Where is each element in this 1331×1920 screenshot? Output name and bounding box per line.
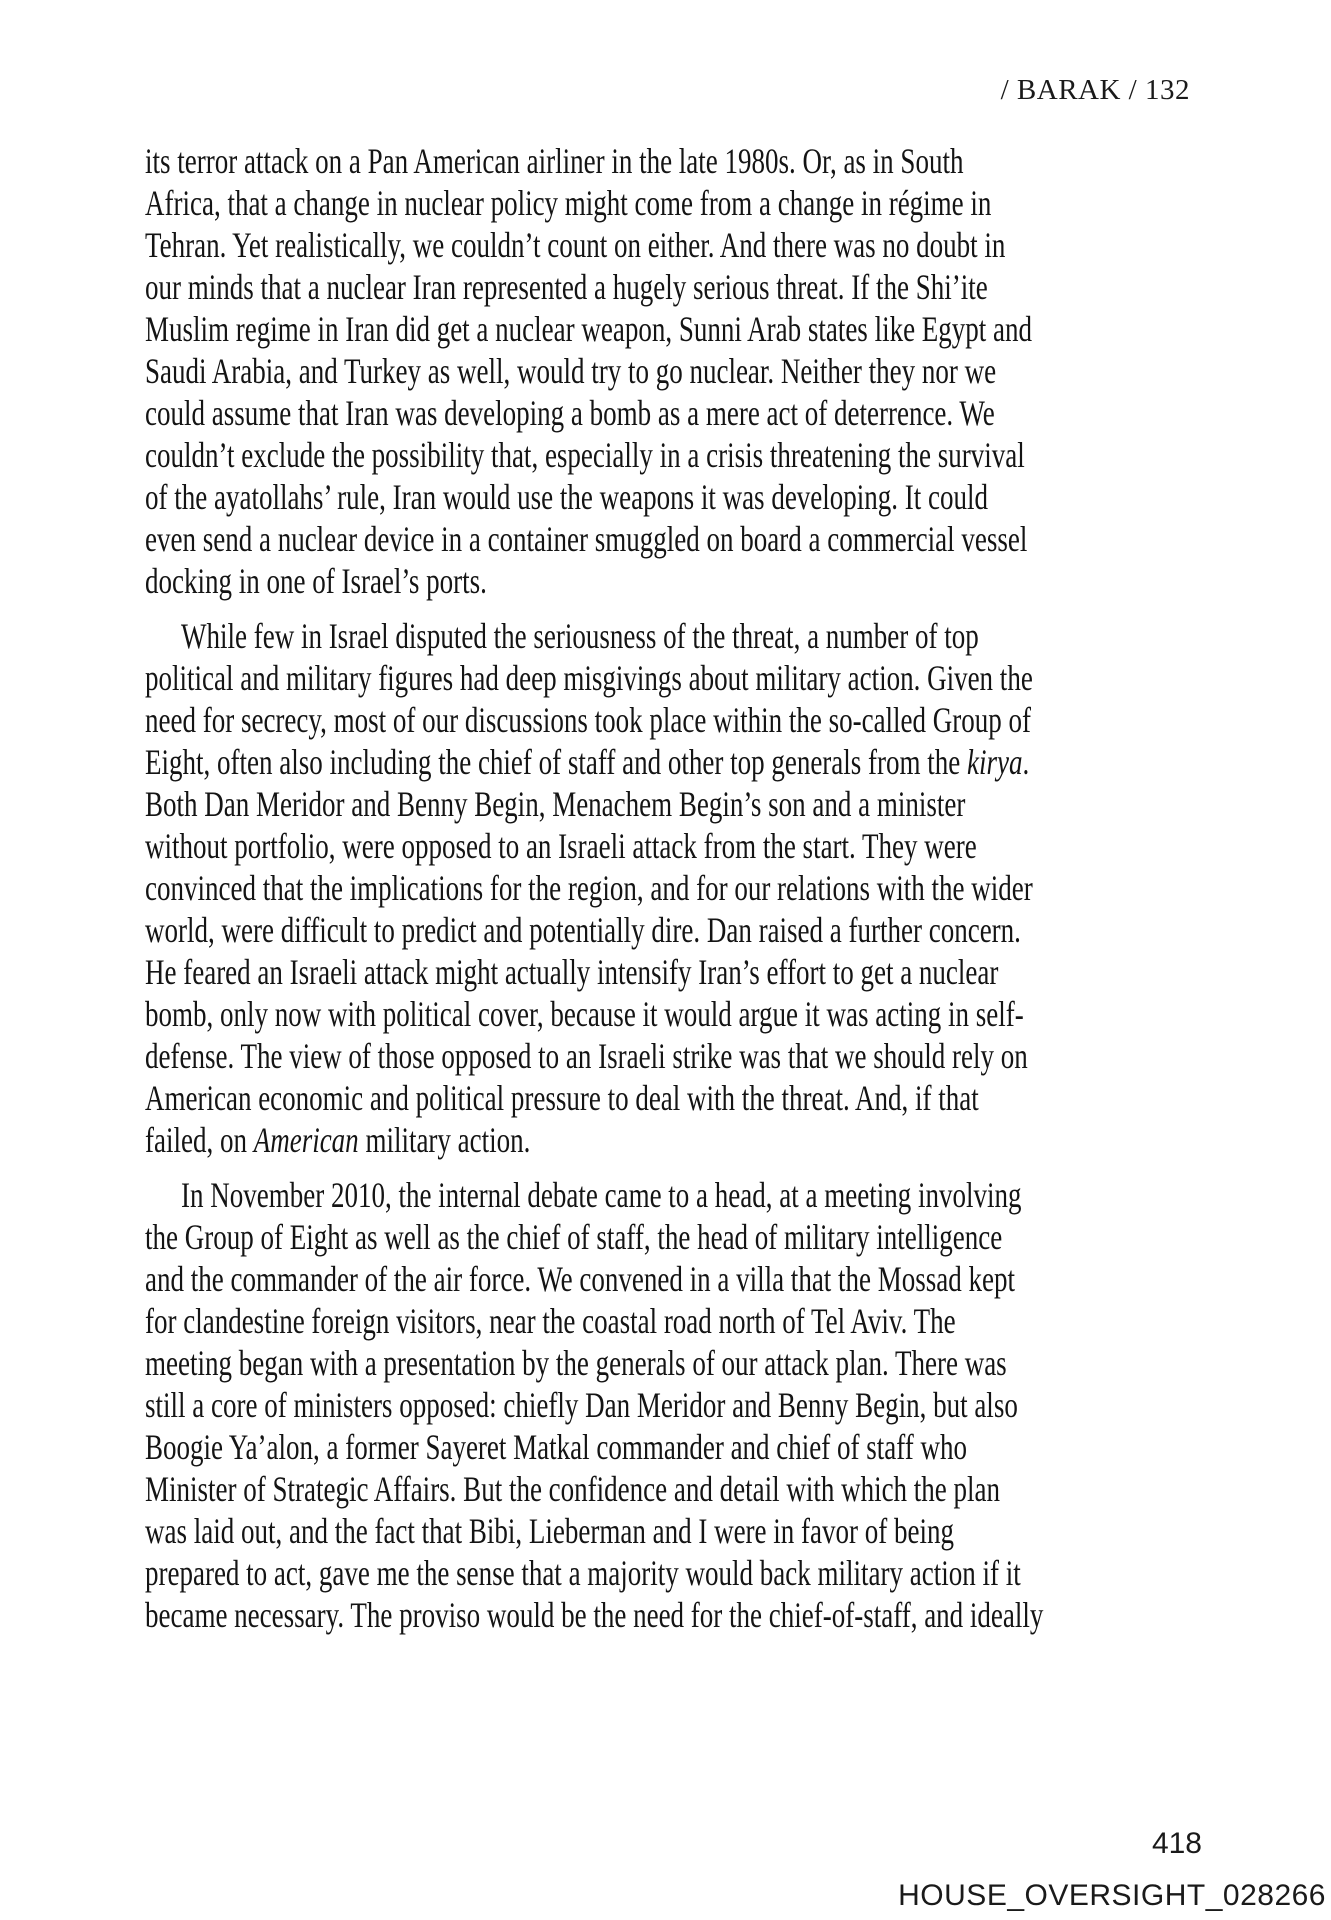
bates-stamp: HOUSE_OVERSIGHT_028266: [898, 1879, 1326, 1912]
paragraph: [145, 615, 1043, 1161]
text-line: convinced that the implications for the region, and for our relations with the wider: [145, 868, 1033, 908]
text-line: could assume that Iran was developing a bomb as a mere act of deterrence. We: [145, 393, 995, 433]
text-line: was laid out, and the fact that Bibi, Lieberman and I were in favor of being: [145, 1511, 954, 1551]
text-line: Boogie Ya’alon, a former Sayeret Matkal commander and chief of staff who: [145, 1427, 967, 1467]
document-body: [145, 140, 1043, 1636]
text-line: defense. The view of those opposed to an Israeli strike was that we should rely on: [145, 1036, 1028, 1076]
text-line: became necessary. The proviso would be the need for the chief-of-staff, and ideally: [145, 1595, 1044, 1635]
text-line: bomb, only now with political cover, because it would argue it was acting in self-: [145, 994, 1024, 1034]
text-line: need for secrecy, most of our discussions took place within the so-called Group of: [145, 700, 1032, 740]
text-line: docking in one of Israel’s ports.: [145, 561, 487, 601]
text-line: Muslim regime in Iran did get a nuclear weapon, Sunni Arab states like Egypt and: [145, 309, 1033, 349]
text-line: and the commander of the air force. We convened in a villa that the Mossad kept: [145, 1259, 1016, 1299]
text-line: meeting began with a presentation by the generals of our attack plan. There was: [145, 1343, 1007, 1383]
text-line: couldn’t exclude the possibility that, especially in a crisis threatening the survival: [145, 435, 1025, 475]
text-line: Africa, that a change in nuclear policy might come from a change in régime in: [145, 183, 992, 223]
paragraph: [145, 1174, 1043, 1636]
text-line: still a core of ministers opposed: chiefly Dan Meridor and Benny Begin, but also: [145, 1385, 1018, 1425]
text-line: even send a nuclear device in a container smuggled on board a commercial vessel: [145, 519, 1028, 559]
text-line: In November 2010, the internal debate came to a head, at a meeting involving: [181, 1175, 1022, 1215]
running-header: / BARAK / 132: [1000, 74, 1190, 106]
page-number: 418: [1151, 1827, 1202, 1860]
text-line: world, were difficult to predict and potentially dire. Dan raised a further concern.: [145, 910, 1021, 950]
text-line: our minds that a nuclear Iran represented a hugely serious threat. If the Shi’ite: [145, 267, 988, 307]
text-line: Both Dan Meridor and Benny Begin, Menachem Begin’s son and a minister: [145, 784, 966, 824]
text-line: its terror attack on a Pan American airliner in the late 1980s. Or, as in South: [145, 141, 964, 181]
text-line: of the ayatollahs’ rule, Iran would use the weapons it was developing. It could: [145, 477, 989, 517]
text-line: failed, on American military action.: [145, 1120, 531, 1160]
text-line: Eight, often also including the chief of staff and other top generals from the kirya.: [145, 742, 1030, 782]
text-line: prepared to act, gave me the sense that a majority would back military action if it: [145, 1553, 1021, 1593]
paragraph: [145, 140, 1043, 602]
text-line: Tehran. Yet realistically, we couldn’t count on either. And there was no doubt in: [145, 225, 1006, 265]
text-line: American economic and political pressure to deal with the threat. And, if that: [145, 1078, 979, 1118]
text-line: While few in Israel disputed the seriousness of the threat, a number of top: [181, 616, 979, 656]
text-line: Minister of Strategic Affairs. But the confidence and detail with which the plan: [145, 1469, 1001, 1509]
text-line: He feared an Israeli attack might actually intensify Iran’s effort to get a nuclear: [145, 952, 999, 992]
text-line: the Group of Eight as well as the chief of staff, the head of military intelligence: [145, 1217, 1003, 1257]
text-line: for clandestine foreign visitors, near the coastal road north of Tel Aviv. The: [145, 1301, 956, 1341]
text-line: without portfolio, were opposed to an Israeli attack from the start. They were: [145, 826, 977, 866]
text-line: Saudi Arabia, and Turkey as well, would try to go nuclear. Neither they nor we: [145, 351, 997, 391]
text-line: political and military figures had deep misgivings about military action. Given the: [145, 658, 1033, 698]
